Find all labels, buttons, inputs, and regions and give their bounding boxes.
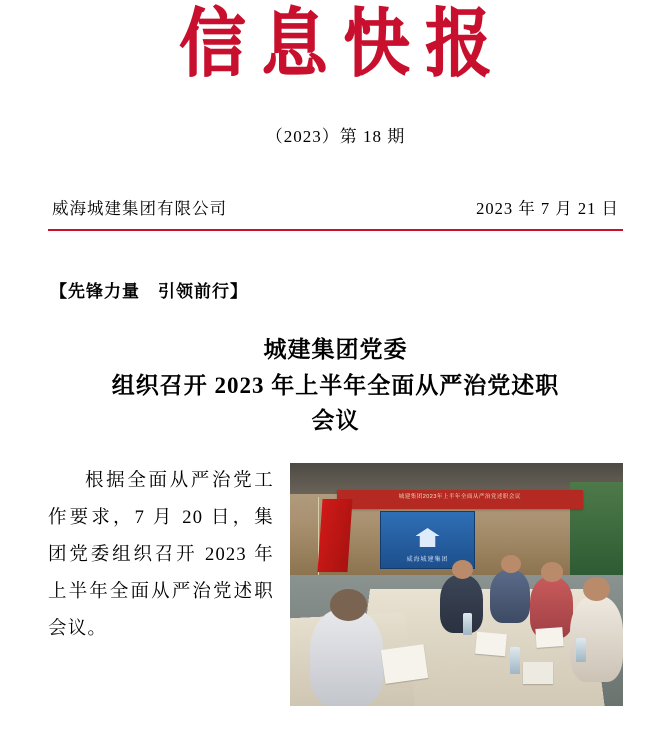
photo-screen-logo-icon (415, 528, 439, 547)
photo-banner-text: 城建集团2023年上半年全面从严治党述职会议 (398, 493, 521, 500)
photo-bottle (510, 647, 520, 674)
article-headline (48, 332, 623, 439)
photo-person (490, 570, 530, 623)
masthead-title: 信息快报 (179, 0, 508, 88)
headline-line-1: 城建集团党委 (263, 336, 408, 362)
article-body (48, 463, 623, 706)
issue-number: （2023）第 18 期 (265, 126, 406, 146)
photo-tissue-box (523, 662, 553, 684)
photo-paper (536, 627, 564, 648)
photo-person-head (541, 562, 563, 581)
photo-bottle (463, 613, 472, 635)
column-tag: 【先锋力量 引领前行】 (50, 281, 248, 301)
photo-flag (317, 499, 352, 572)
photo-screen-text: 威海城建集团 (406, 556, 449, 563)
issue-date: 2023 年 7 月 21 日 (476, 198, 619, 218)
photo-bottle (576, 638, 586, 662)
photo-banner (337, 490, 583, 509)
photo-person-head (583, 577, 610, 601)
headline-line-2: 组织召开 2023 年上半年全面从严治党述职 (111, 372, 560, 398)
header-divider (48, 229, 623, 231)
photo-paper (381, 645, 429, 685)
body-text-column (48, 463, 274, 648)
photo-person (440, 575, 483, 633)
organization-name: 威海城建集团有限公司 (52, 198, 227, 218)
headline-line-3: 会议 (311, 408, 360, 434)
body-paragraph: 根据全面从严治党工作要求，7 月 20 日，集团党委组织召开 2023 年上半年全面从严治党述职会议。 (48, 470, 274, 639)
masthead (48, 0, 623, 88)
meeting-photo (290, 463, 623, 706)
org-date-row (48, 195, 623, 229)
photo-paper (476, 632, 508, 656)
photo-person (310, 609, 383, 706)
photo-person-head (330, 589, 367, 621)
